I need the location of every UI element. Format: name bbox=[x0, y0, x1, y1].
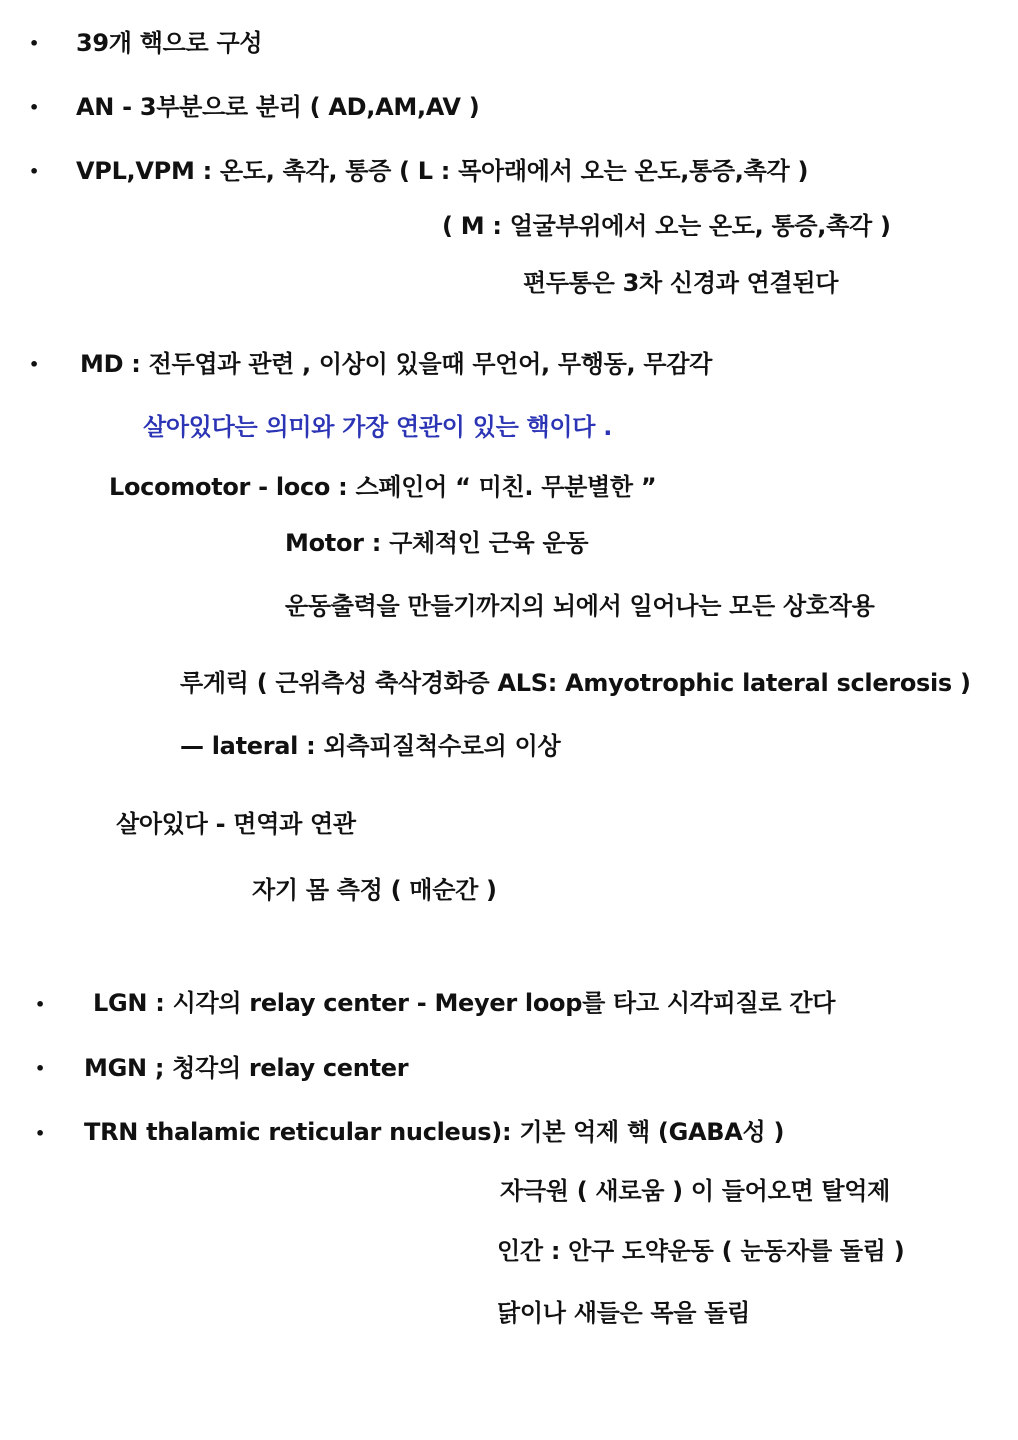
bullet-marker: • bbox=[29, 355, 40, 374]
bullet-marker: • bbox=[35, 1059, 46, 1078]
note-line-lgn: LGN : 시각의 relay center - Meyer loop를 타고 시각피질로 간다 bbox=[93, 989, 836, 1017]
note-line-vpl-vpm: VPL,VPM : 온도, 촉각, 통증 ( L : 목아래에서 오는 온도,통증,촉각 ) bbox=[76, 157, 809, 185]
note-line-mgn: MGN ; 청각의 relay center bbox=[84, 1054, 409, 1082]
note-line-birds: 닭이나 새들은 목을 돌림 bbox=[497, 1299, 751, 1327]
note-line-nuclei-count: 39개 핵으로 구성 bbox=[76, 29, 263, 57]
note-line-trn: TRN thalamic reticular nucleus): 기본 억제 핵 (GABA성 ) bbox=[84, 1118, 785, 1146]
note-line-md: MD : 전두엽과 관련 , 이상이 있을때 무언어, 무행동, 무감각 bbox=[80, 350, 713, 378]
note-line-an: AN - 3부분으로 분리 ( AD,AM,AV ) bbox=[76, 93, 480, 121]
note-line-locomotor: Locomotor - loco : 스페인어 “ 미친. 무분별한 ” bbox=[109, 473, 657, 501]
bullet-marker: • bbox=[29, 162, 40, 181]
note-line-als: 루게릭 ( 근위측성 축삭경화증 ALS: Amyotrophic lateral sclerosis ) bbox=[180, 669, 971, 697]
note-line-vpm-detail: ( M : 얼굴부위에서 오는 온도, 통증,촉각 ) bbox=[442, 212, 891, 240]
note-line-motor: Motor : 구체적인 근육 운동 bbox=[285, 529, 589, 557]
note-line-saccade: 인간 : 안구 도약운동 ( 눈동자를 돌림 ) bbox=[497, 1237, 905, 1265]
note-line-migraine: 편두통은 3차 신경과 연결된다 bbox=[523, 269, 839, 297]
bullet-marker: • bbox=[29, 34, 40, 53]
note-line-disinhibition: 자극원 ( 새로움 ) 이 들어오면 탈억제 bbox=[500, 1177, 891, 1205]
bullet-marker: • bbox=[29, 98, 40, 117]
note-line-motor-output: 운동출력을 만들기까지의 뇌에서 일어나는 모든 상호작용 bbox=[285, 592, 875, 620]
bullet-marker: • bbox=[35, 1124, 46, 1143]
bullet-marker: • bbox=[35, 995, 46, 1014]
note-line-body-measure: 자기 몸 측정 ( 매순간 ) bbox=[252, 876, 497, 904]
note-line-md-highlight: 살아있다는 의미와 가장 연관이 있는 핵이다 . bbox=[143, 413, 613, 441]
note-line-alive-immunity: 살아있다 - 면역과 연관 bbox=[116, 810, 356, 838]
note-line-lateral: — lateral : 외측피질척수로의 이상 bbox=[180, 732, 561, 760]
